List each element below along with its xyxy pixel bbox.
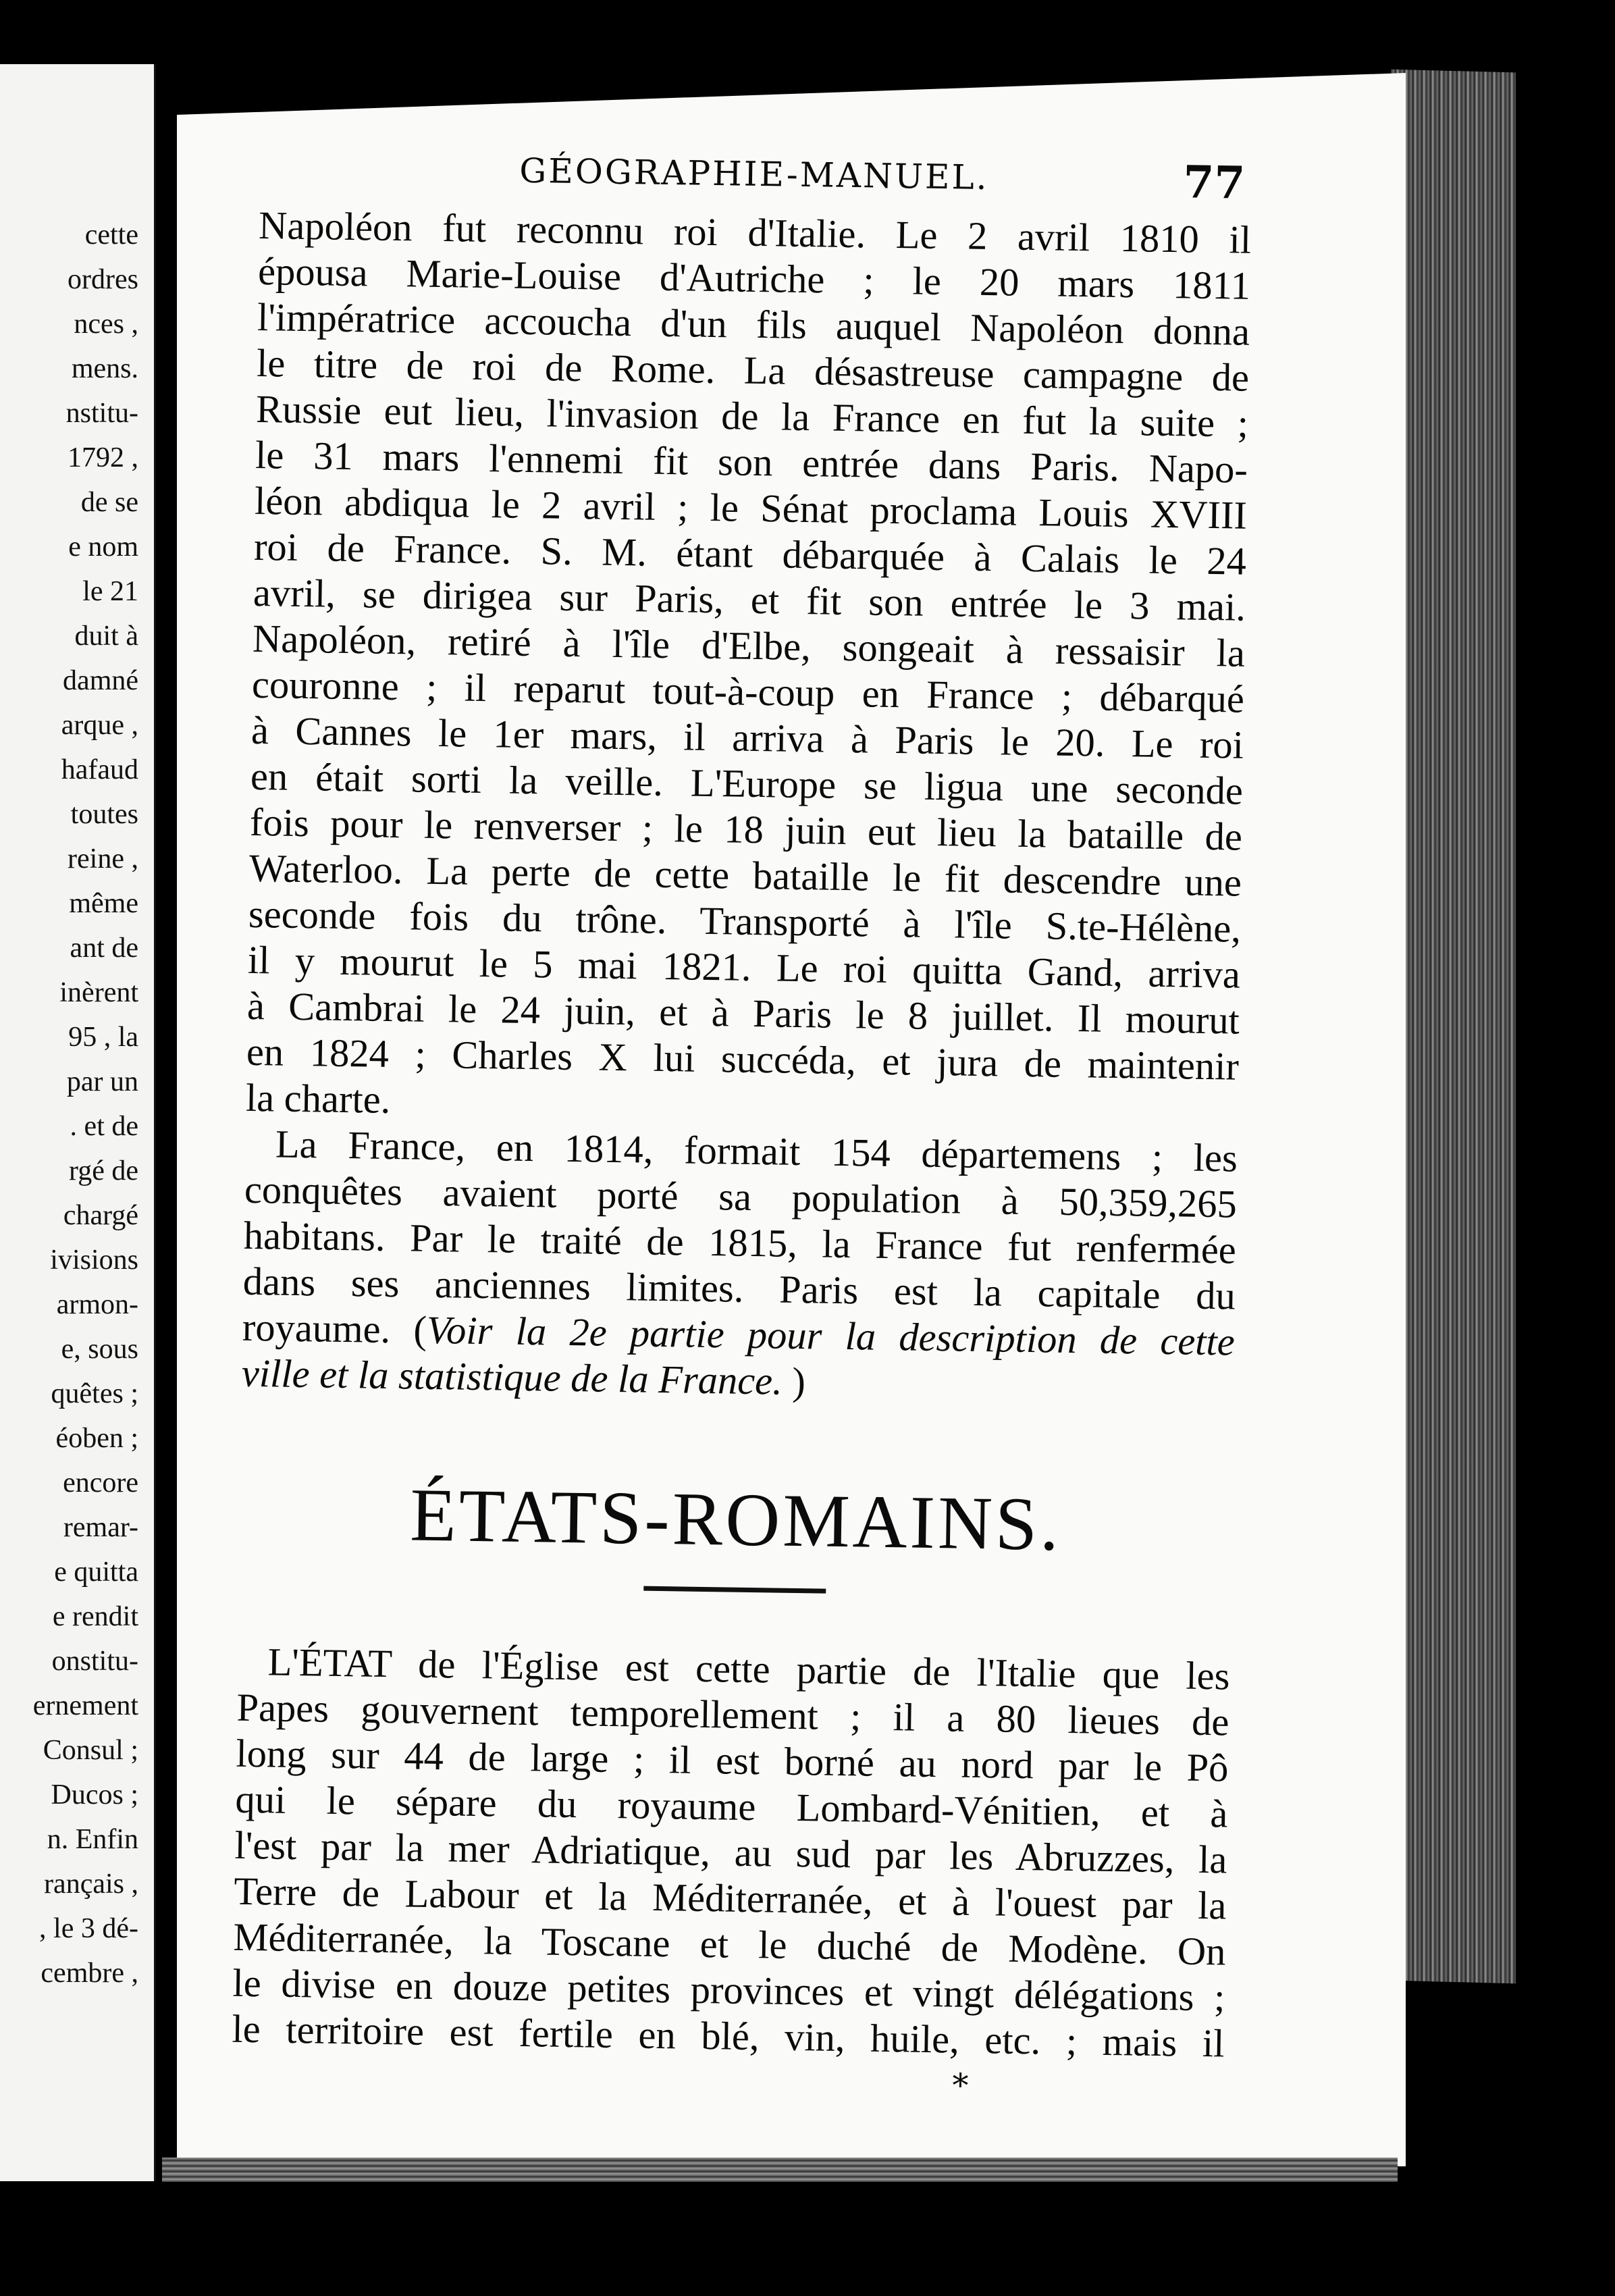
left-page-fragment: n. Enfin: [47, 1824, 138, 1855]
left-page-fragment: mens.: [71, 353, 138, 384]
left-facing-page: [0, 64, 156, 2181]
left-page-fragment: e nom: [68, 531, 138, 563]
left-page-fragment: onstitu-: [51, 1646, 138, 1677]
text-line: roi de France. S. M. étant débarquée à Calais le 24: [253, 524, 1247, 583]
text-line: Napoléon fut reconnu roi d'Italie. Le 2 avril 1810 il: [258, 203, 1252, 262]
text-line: il y mourut le 5 mai 1821. Le roi quitta Gand, arriva: [247, 937, 1241, 997]
left-page-fragment: damné: [63, 665, 138, 696]
left-page-fragment: ordres: [68, 264, 138, 295]
text-line: à Cannes le 1er mars, il arriva à Paris le 20. Le roi: [250, 708, 1244, 767]
left-page-fragment: cette: [84, 219, 138, 251]
text-line: Napoléon, retiré à l'île d'Elbe, songeait à ressaisir la: [252, 616, 1246, 675]
left-page-fragment: . et de: [70, 1111, 138, 1142]
left-page-fragment: rgé de: [68, 1155, 138, 1186]
left-page-fragment: armon-: [56, 1289, 138, 1320]
text-line: Terre de Labour et la Méditerranée, et à l'ouest par la: [234, 1869, 1227, 1928]
left-page-fragment: par un: [66, 1066, 138, 1097]
left-page-fragment: hafaud: [61, 754, 138, 785]
text-line: à Cambrai le 24 juin, et à Paris le 8 juillet. Il mourut: [246, 983, 1240, 1043]
paragraph-2: [241, 1121, 1238, 1411]
left-page-fragment: nstitu-: [65, 398, 138, 429]
left-page-fragment: éoben ;: [55, 1423, 138, 1454]
left-page-fragment: Consul ;: [43, 1735, 138, 1766]
running-head: GÉOGRAPHIE-MANUEL.: [519, 151, 990, 198]
title-rule: [643, 1586, 826, 1594]
text-line: qui le sépare du royaume Lombard-Vénitien, et à: [235, 1777, 1228, 1836]
text-line: le territoire est fertile en blé, vin, huile, etc. ; mais il: [232, 2006, 1225, 2066]
page-content: [231, 142, 1252, 2108]
book-page-edges-bottom: [162, 2158, 1398, 2182]
left-page-fragment: même: [69, 888, 138, 919]
signature-mark: *: [951, 2066, 969, 2105]
text-line: le divise en douze petites provinces et vingt délégations ;: [232, 1960, 1225, 2020]
text-line: seconde fois du trône. Transporté à l'île S.te-Hélène,: [248, 891, 1242, 951]
text-run: ): [782, 1359, 806, 1404]
text-line: dans ses anciennes limites. Paris est la capitale du: [242, 1259, 1236, 1318]
left-page-fragment: e rendit: [52, 1601, 138, 1632]
text-line: habitans. Par le traité de 1815, la France fut renfermée: [243, 1213, 1237, 1272]
text-line: L'ÉTAT de l'Église est cette partie de l'Italie que les: [267, 1640, 1230, 1698]
left-page-text-fragments: [0, 213, 138, 1995]
text-line: épousa Marie-Louise d'Autriche ; le 20 mars 1811: [257, 249, 1251, 308]
text-line: long sur 44 de large ; il est borné au nord par le Pô: [236, 1731, 1229, 1790]
text-line: conquêtes avaient porté sa population à 50,359,265: [244, 1167, 1238, 1226]
text-run: royaume. (: [242, 1305, 427, 1352]
text-line: couronne ; il reparut tout-à-coup en France ; débarqué: [251, 662, 1245, 721]
left-page-fragment: ant de: [70, 933, 138, 964]
text-line: Papes gouvernent temporellement ; il a 80 lieues de: [236, 1685, 1229, 1744]
text-line: la charte.: [245, 1075, 391, 1122]
text-line: en était sorti la veille. L'Europe se ligua une seconde: [250, 754, 1244, 813]
left-page-fragment: rançais ,: [44, 1869, 138, 1900]
text-line: avril, se dirigea sur Paris, et fit son entrée le 3 mai.: [253, 570, 1246, 629]
left-page-fragment: duit à: [74, 621, 138, 652]
book-page-edges-right: [1391, 70, 1516, 1984]
text-line: Méditerranée, la Toscane et le duché de Modène. On: [233, 1914, 1226, 1974]
left-page-fragment: e quitta: [54, 1557, 138, 1588]
left-page-fragment: encore: [63, 1467, 138, 1498]
paragraph-3: [232, 1639, 1230, 2067]
text-line: Waterloo. La perte de cette bataille le fit descendre une: [248, 845, 1242, 905]
left-page-fragment: le 21: [82, 576, 138, 607]
text-line: fois pour le renverser ; le 18 juin eut lieu la bataille de: [249, 800, 1243, 859]
left-page-fragment: inèrent: [59, 977, 138, 1008]
left-page-fragment: de se: [80, 487, 138, 518]
left-page-fragment: Ducos ;: [51, 1779, 138, 1810]
left-page-fragment: 1792 ,: [68, 442, 138, 473]
left-page-fragment: ivisions: [50, 1245, 138, 1276]
text-line: léon abdiqua le 2 avril ; le Sénat proclama Louis XVIII: [254, 478, 1248, 538]
left-page-fragment: e, sous: [61, 1334, 138, 1365]
left-page-fragment: toutes: [70, 799, 138, 830]
left-page-fragment: , le 3 dé-: [39, 1913, 138, 1944]
section-title: ÉTATS-ROMAINS.: [409, 1473, 1063, 1567]
text-line: La France, en 1814, formait 154 départemens ; les: [275, 1122, 1238, 1180]
text-line: le 31 mars l'ennemi fit son entrée dans Paris. Napo-: [255, 432, 1248, 492]
paragraph-1: [245, 203, 1251, 1136]
text-line: l'impératrice accoucha d'un fils auquel Napoléon donna: [257, 294, 1250, 354]
italic-reference: ville et la statistique de la France.: [241, 1351, 783, 1403]
left-page-fragment: nces ,: [74, 309, 138, 340]
text-line: Russie eut lieu, l'invasion de la France en fut la suite ;: [255, 386, 1249, 446]
left-page-fragment: remar-: [63, 1512, 138, 1543]
text-line: le titre de roi de Rome. La désastreuse campagne de: [256, 340, 1250, 400]
page-number: 77: [1182, 155, 1246, 209]
left-page-fragment: 95 , la: [68, 1022, 138, 1053]
left-page-fragment: arque ,: [61, 710, 138, 741]
italic-reference: Voir la 2e partie pour la description de cette: [426, 1307, 1236, 1364]
text-line: l'est par la mer Adriatique, au sud par les Abruzzes, la: [234, 1823, 1227, 1882]
left-page-fragment: reine ,: [68, 843, 138, 875]
left-page-fragment: quêtes ;: [51, 1378, 138, 1409]
text-line: en 1824 ; Charles X lui succéda, et jura de maintenir: [246, 1029, 1240, 1089]
left-page-fragment: chargé: [63, 1200, 138, 1231]
left-page-fragment: cembre ,: [41, 1958, 138, 1989]
left-page-fragment: ernement: [32, 1690, 138, 1721]
